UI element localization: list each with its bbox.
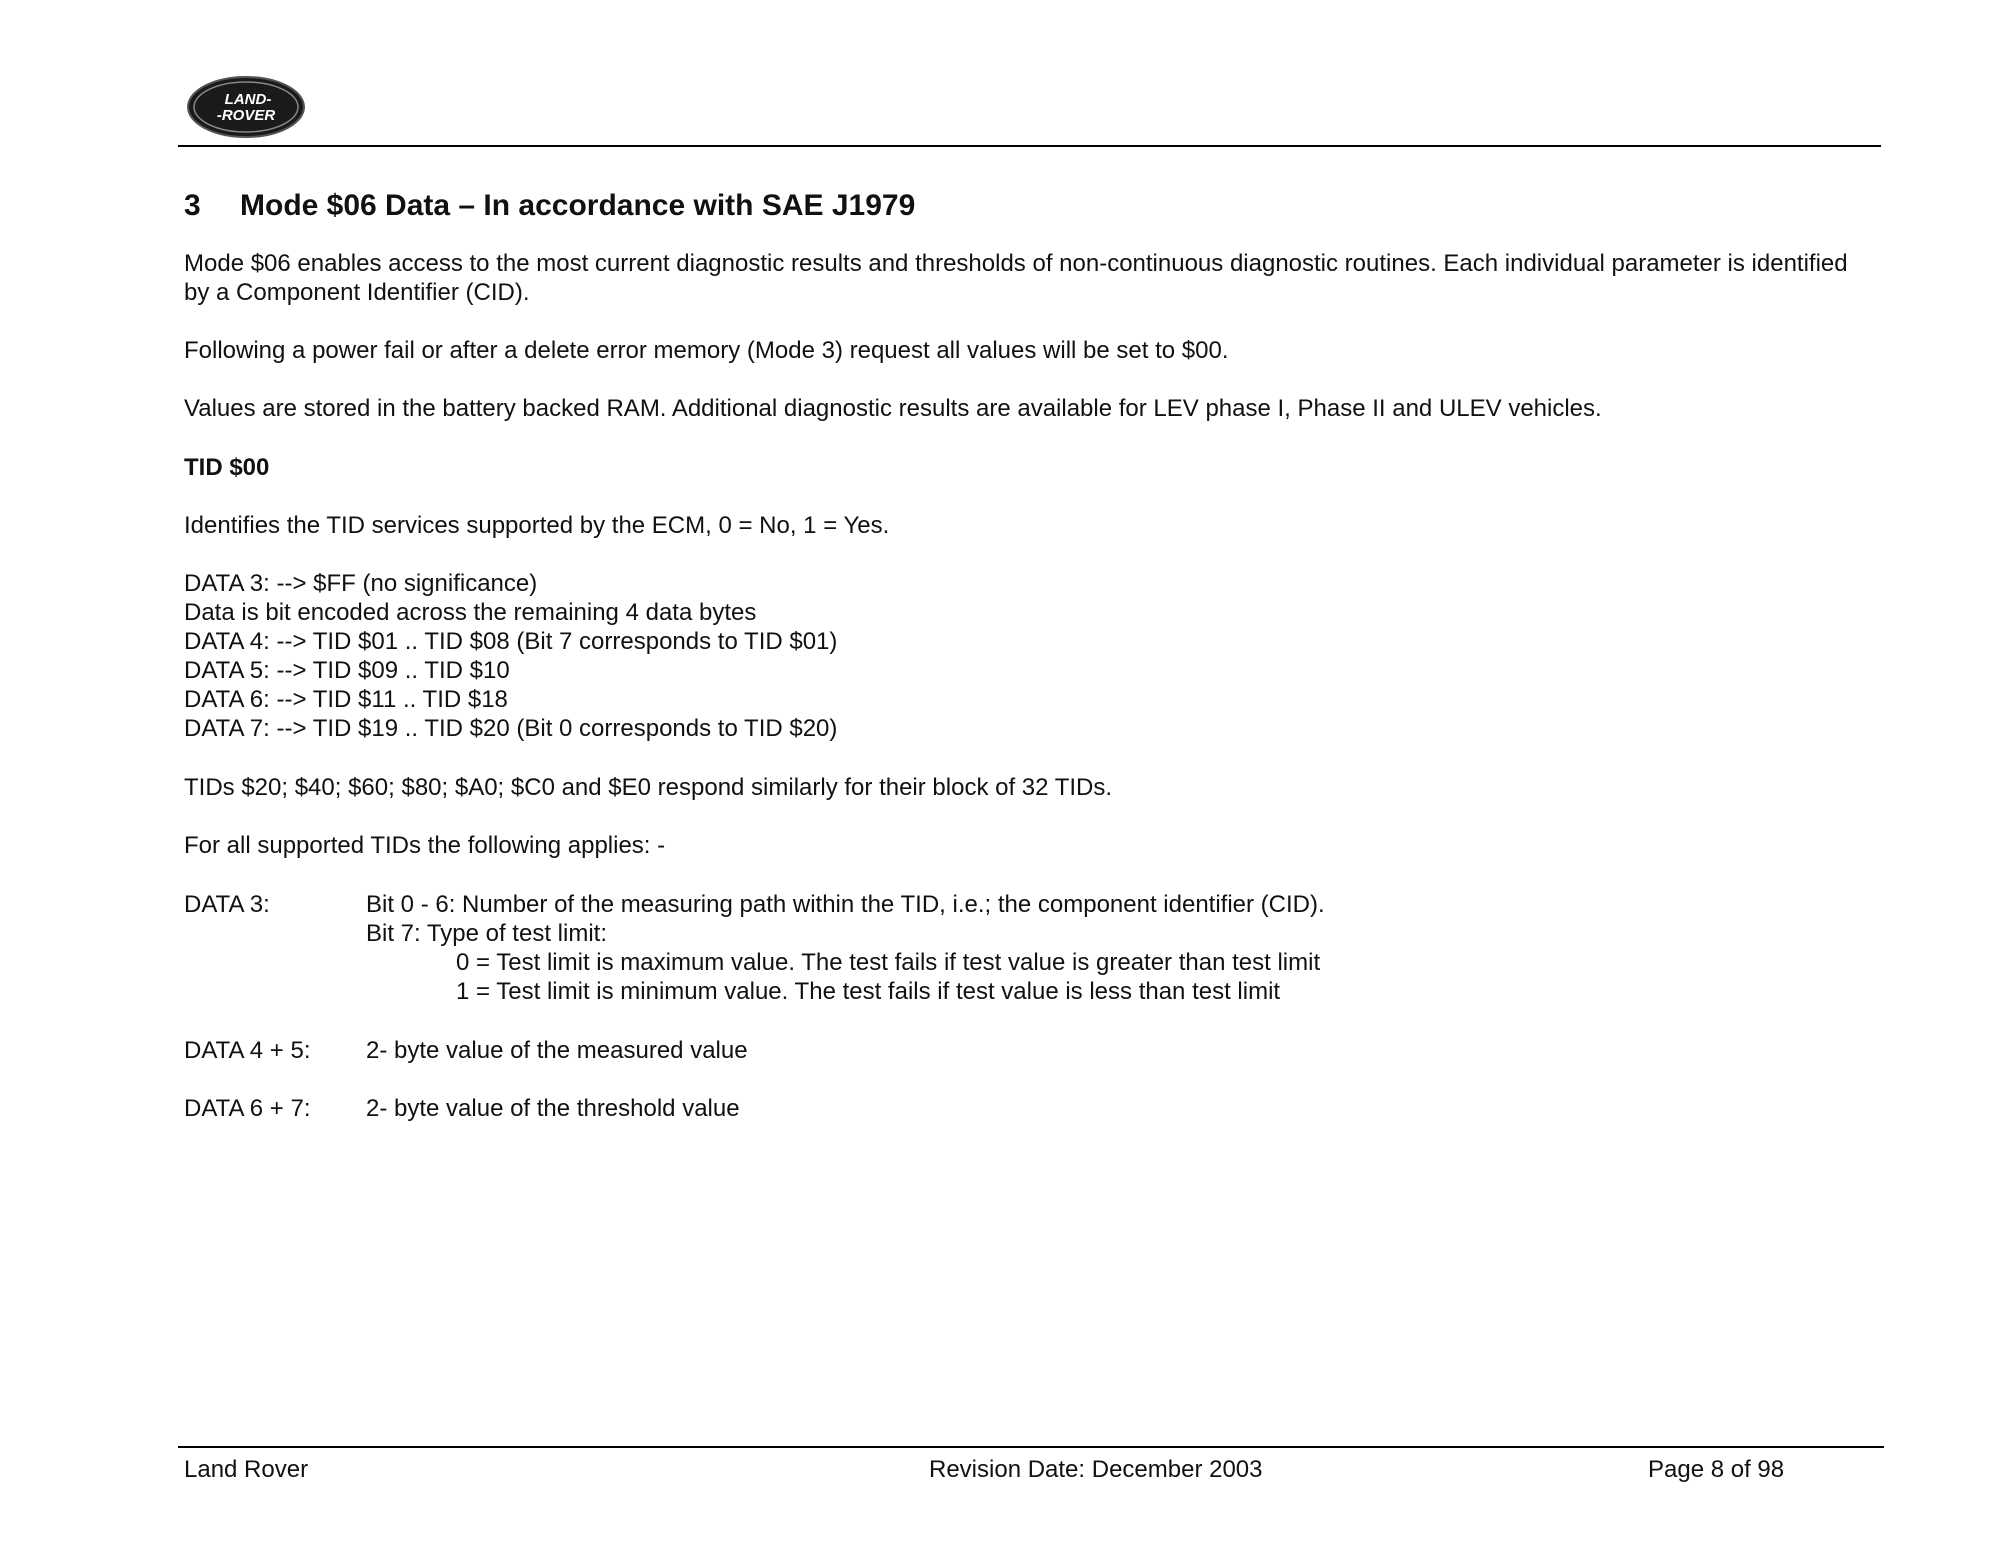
power-fail-paragraph: Following a power fail or after a delete error memory (Mode 3) request all values will be set to $00. (184, 337, 1229, 364)
data3-bit-range: Bit 0 - 6: Number of the measuring path within the TID, i.e.; the component identifier (CID). (366, 891, 1325, 918)
header-rule (178, 145, 1881, 147)
tid00-description: Identifies the TID services supported by the ECM, 0 = No, 1 = Yes. (184, 512, 890, 539)
tid00-data-lines (184, 569, 1874, 743)
tid00-heading: TID $00 (184, 454, 270, 481)
logo-text-line1: LAND- (224, 91, 272, 108)
storage-paragraph: Values are stored in the battery backed RAM. Additional diagnostic results are available for LEV phase I, Phase II and ULEV vehicles. (184, 395, 1602, 422)
tid00-line: Data is bit encoded across the remaining 4 data bytes (184, 599, 757, 626)
intro-paragraph: Mode $06 enables access to the most current diagnostic results and thresholds of non-continuous diagnostic routines. Each individual parameter is identified by a Component Identifier (CID). (184, 250, 1848, 306)
section-heading (184, 188, 1874, 224)
logo-oval-icon (184, 73, 308, 141)
tid-blocks-note: TIDs $20; $40; $60; $80; $A0; $C0 and $E0 respond similarly for their block of 32 TIDs. (184, 774, 1113, 801)
definition-body (366, 890, 1325, 1006)
land-rover-logo (184, 73, 308, 141)
definition-body: 2- byte value of the measured value (366, 1037, 748, 1064)
definition-data67 (184, 1094, 1874, 1123)
definition-data45 (184, 1036, 1874, 1065)
tid00-line: DATA 6: --> TID $11 .. TID $18 (184, 686, 508, 713)
page-content (184, 188, 1874, 1123)
definition-body: 2- byte value of the threshold value (366, 1095, 740, 1122)
footer-company: Land Rover (184, 1456, 309, 1483)
section-title: Mode $06 Data – In accordance with SAE J1979 (240, 189, 916, 222)
logo-text-line2: -ROVER (216, 107, 276, 124)
tid00-line: DATA 3: --> $FF (no significance) (184, 570, 538, 597)
tid00-line: DATA 7: --> TID $19 .. TID $20 (Bit 0 corresponds to TID $20) (184, 715, 838, 742)
section-number: 3 (184, 189, 201, 222)
tid00-line: DATA 4: --> TID $01 .. TID $08 (Bit 7 corresponds to TID $01) (184, 628, 838, 655)
footer-rule (178, 1446, 1884, 1448)
definition-label: DATA 3: (184, 891, 270, 918)
footer-page-number: Page 8 of 98 (1648, 1456, 1785, 1483)
definition-data3 (184, 890, 1874, 1006)
tid00-line: DATA 5: --> TID $09 .. TID $10 (184, 657, 510, 684)
footer-revision-date: Revision Date: December 2003 (929, 1456, 1263, 1483)
data3-bit7: Bit 7: Type of test limit: (366, 920, 607, 947)
data3-limit-max: 0 = Test limit is maximum value. The test fails if test value is greater than test limit (456, 949, 1321, 976)
definition-label: DATA 6 + 7: (184, 1095, 311, 1122)
tid-applies-note: For all supported TIDs the following applies: - (184, 832, 666, 859)
data3-limit-min: 1 = Test limit is minimum value. The test fails if test value is less than test limit (456, 978, 1281, 1005)
definition-label: DATA 4 + 5: (184, 1037, 311, 1064)
